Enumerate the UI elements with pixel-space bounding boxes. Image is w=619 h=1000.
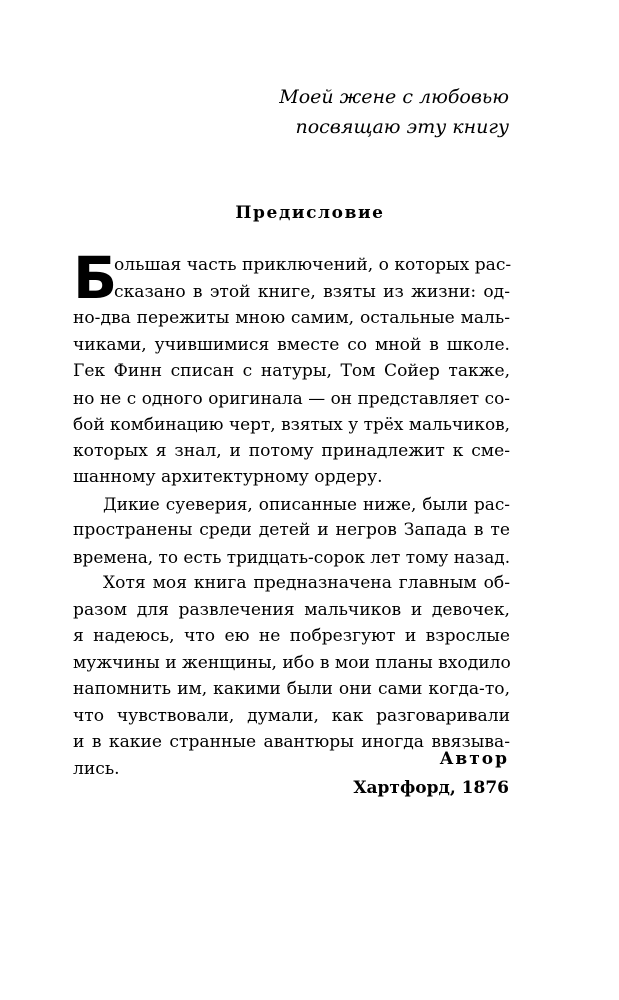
text-line: но не с одного оригинала — он представляет со- bbox=[73, 387, 510, 408]
text-line: шанному архитектурному ордеру. bbox=[73, 467, 383, 487]
text-line: ольшая часть приключений, о которых рас- bbox=[114, 255, 512, 275]
text-line: Дикие суеверия, описанные ниже, были рас- bbox=[103, 493, 510, 514]
text-line: бой комбинацию черт, взятых у трёх мальчиков, bbox=[73, 414, 510, 434]
place-and-year: Хартфорд, 1876 bbox=[353, 778, 509, 798]
text-line: но-два пережиты мною самим, остальные маль- bbox=[73, 308, 510, 328]
dedication-line: Моей жене с любовью bbox=[279, 86, 509, 108]
text-line: чиками, учившимися вместе со мной в школе. bbox=[73, 334, 510, 355]
text-line: сказано в этой книге, взяты из жизни: од- bbox=[114, 281, 510, 302]
preface-text bbox=[73, 252, 510, 782]
text-line: я надеюсь, что ею не побрезгуют и взрослые bbox=[73, 626, 510, 646]
text-line: лись. bbox=[73, 758, 120, 779]
text-line: мужчины и женщины, ибо в мои планы входило bbox=[73, 652, 511, 673]
text-line: и в какие странные авантюры иногда ввязыва- bbox=[73, 732, 510, 752]
text-line: Гек Финн списан с натуры, Том Сойер также, bbox=[73, 361, 510, 381]
author-signature: Автор bbox=[439, 749, 509, 769]
drop-cap-letter: Б bbox=[73, 253, 118, 305]
dedication-line: посвящаю эту книгу bbox=[295, 116, 509, 138]
signature bbox=[209, 745, 509, 803]
text-line: что чувствовали, думали, как разговаривали bbox=[73, 705, 510, 726]
dedication bbox=[89, 82, 509, 142]
text-line: Хотя моя книга предназначена главным об- bbox=[103, 573, 510, 593]
text-line: которых я знал, и потому принадлежит к сме- bbox=[73, 440, 510, 461]
text-line: времена, то есть тридцать-сорок лет тому назад. bbox=[73, 546, 511, 567]
preface-heading: Предисловие bbox=[235, 203, 385, 223]
text-line: напомнить им, какими были они сами когда-то, bbox=[73, 679, 510, 699]
text-line: разом для развлечения мальчиков и девочек, bbox=[73, 599, 510, 620]
text-line: пространены среди детей и негров Запада в те bbox=[73, 520, 510, 540]
